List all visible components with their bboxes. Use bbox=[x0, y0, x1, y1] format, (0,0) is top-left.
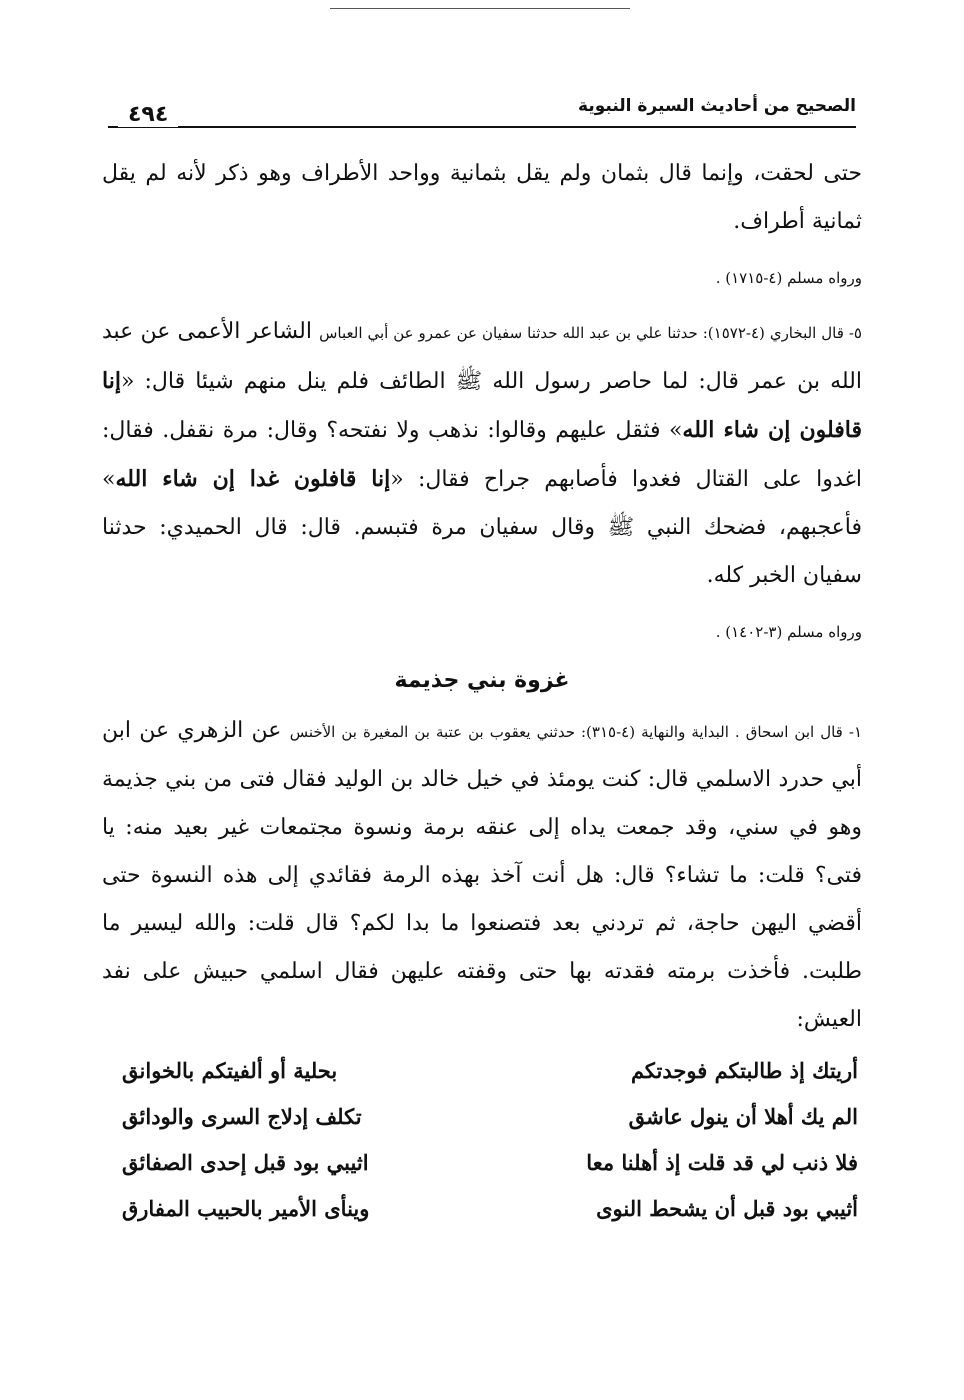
verse-line bbox=[102, 1048, 862, 1094]
verse-first-hemistich: الم يك أهلا أن ينول عاشق bbox=[628, 1104, 858, 1129]
verse-second-hemistich: بحلية أو ألفيتكم بالخوانق bbox=[122, 1058, 338, 1083]
hadith-1-body: عن الزهري عن ابن أبي حدرد الاسلمي قال: كنت يومئذ في خيل خالد بن الوليد فقال فتى من بني جذيمة وهو في سني، وقد جمعت يداه إلى عنقه برمة ونسوة مجتمعات غير بعيد منه: يا فتى؟ قلت: ما تشاء؟ قال: هل أنت آخذ بهذه الرمة فقائدي إلى هذه النسوة حتى أقضي اليهن حاجة، ثم تردني بعد فتصنعوا ما بدا لكم؟ قال قلت: والله ليسير ما طلبت. فأخذت برمته فقدته بها حتى وقفته عليهن فقال اسلمي حبيش على نفد العيش: bbox=[102, 718, 862, 1032]
verse-second-hemistich: تكلف إدلاج السرى والودائق bbox=[122, 1104, 362, 1129]
page-content bbox=[102, 150, 862, 1232]
hadith-5 bbox=[102, 308, 862, 600]
verse-first-hemistich: أثيبي بود قبل أن يشحط النوى bbox=[596, 1196, 858, 1221]
hadith-1-isnad: ١- قال ابن اسحاق . البداية والنهاية (٤-٣١٥): حدثني يعقوب بن عتبة بن المغيرة بن الأخنس bbox=[289, 723, 863, 741]
verse-first-hemistich: أريتك إذ طالبتكم فوجدتكم bbox=[630, 1058, 858, 1083]
hadith-5-text-d: » فأعجبهم، فضحك النبي ﷺ وقال سفيان مرة فتبسم. قال: قال الحميدي: حدثنا سفيان الخبر كله. bbox=[102, 467, 862, 588]
verse-second-hemistich: اثيبي بود قبل إحدى الصفائق bbox=[122, 1150, 369, 1175]
verse-line bbox=[102, 1140, 862, 1186]
hadith-5-quote-2: إنا قافلون غدا إن شاء الله bbox=[115, 466, 391, 492]
hadith-5-text-c: » فثقل عليهم وقالوا: نذهب ولا نفتحه؟ وقال: مرة نقفل. فقال: اغدوا على القتال فغدوا فأصابهم جراح فقال: « bbox=[102, 418, 862, 492]
hadith-5-isnad: ٥- قال البخاري (٤-١٥٧٢): حدثنا علي بن عبد الله حدثنا سفيان عن عمرو عن أبي العباس bbox=[319, 324, 862, 342]
hadith-5-text-a: الشاعر الأعمى عن عبد الله بن عمر قال: لما حاصر رسول الله ﷺ الطائف فلم ينل منهم شيئا قال: « bbox=[102, 319, 862, 394]
page-number: ٤٩٤ bbox=[118, 102, 178, 127]
header-rule bbox=[108, 126, 856, 128]
hadith-5-quote-1: إنا قافلون إن شاء الله bbox=[102, 368, 863, 443]
section-heading: غزوة بني جذيمة bbox=[394, 668, 570, 693]
verse-first-hemistich: فلا ذنب لي قد قلت إذ أهلنا معا bbox=[586, 1150, 858, 1175]
verse-line bbox=[102, 1186, 862, 1232]
running-header bbox=[108, 96, 856, 132]
top-edge-rule bbox=[330, 8, 630, 9]
verse-line bbox=[102, 1094, 862, 1140]
reference-muslim-1715: ورواه مسلم (٤-١٧١٥) . bbox=[715, 269, 862, 287]
reference-muslim-1402: ورواه مسلم (٣-١٤٠٢) . bbox=[715, 623, 862, 641]
paragraph-continuation: حتى لحقت، وإنما قال بثمان ولم يقل بثمانية وواحد الأطراف وهو ذكر لأنه لم يقل ثمانية أطراف. bbox=[102, 161, 862, 234]
poem-verses bbox=[102, 1048, 862, 1232]
hadith-1 bbox=[102, 707, 862, 1044]
running-title: الصحيح من أحاديث السيرة النبوية bbox=[578, 96, 856, 116]
verse-second-hemistich: وينأى الأمير بالحبيب المفارق bbox=[122, 1196, 370, 1221]
